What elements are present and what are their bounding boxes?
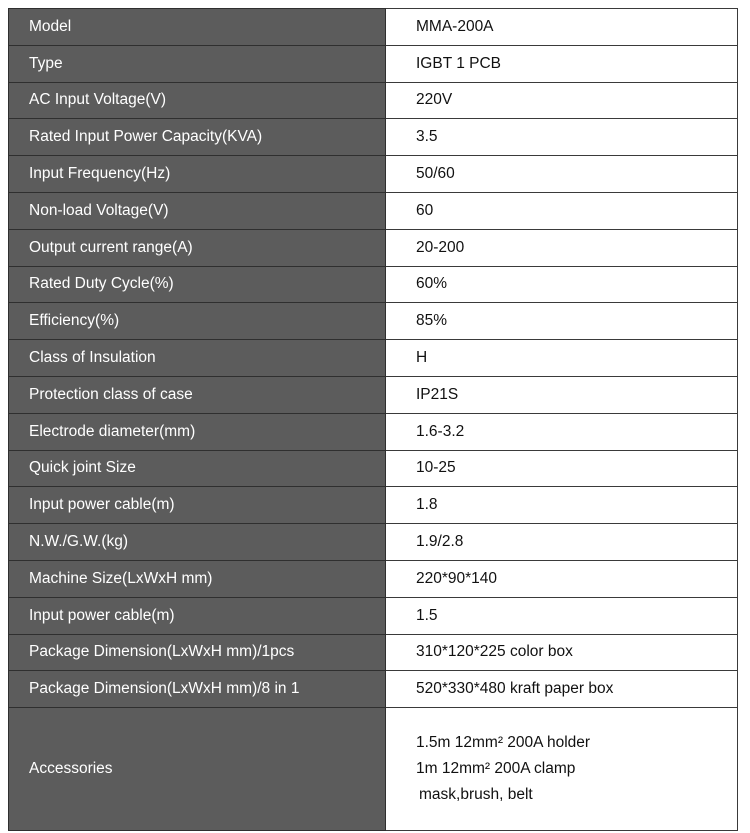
- spec-label: Quick joint Size: [9, 450, 386, 487]
- accessory-item: mask,brush, belt: [419, 786, 533, 804]
- spec-row: [9, 524, 738, 561]
- spec-value: MMA-200A: [386, 9, 738, 46]
- spec-row: [9, 597, 738, 634]
- spec-label: AC Input Voltage(V): [9, 82, 386, 119]
- spec-row: [9, 45, 738, 82]
- spec-table: [8, 8, 738, 831]
- spec-row: [9, 487, 738, 524]
- spec-label: N.W./G.W.(kg): [9, 524, 386, 561]
- spec-value: 60%: [386, 266, 738, 303]
- spec-label: Efficiency(%): [9, 303, 386, 340]
- accessories-value: [386, 708, 738, 831]
- spec-row: [9, 9, 738, 46]
- spec-label: Protection class of case: [9, 376, 386, 413]
- spec-value: 310*120*225 color box: [386, 634, 738, 671]
- spec-value: 520*330*480 kraft paper box: [386, 671, 738, 708]
- spec-value: 220V: [386, 82, 738, 119]
- spec-row: [9, 450, 738, 487]
- spec-table-body: [9, 9, 738, 831]
- spec-value: 1.9/2.8: [386, 524, 738, 561]
- spec-value: 3.5: [386, 119, 738, 156]
- spec-value: 1.5: [386, 597, 738, 634]
- spec-label: Non-load Voltage(V): [9, 192, 386, 229]
- spec-label: Electrode diameter(mm): [9, 413, 386, 450]
- spec-row: [9, 156, 738, 193]
- spec-row: [9, 192, 738, 229]
- spec-row: [9, 376, 738, 413]
- spec-value: IP21S: [386, 376, 738, 413]
- spec-row: [9, 266, 738, 303]
- spec-row: [9, 413, 738, 450]
- accessory-item: 1m 12mm² 200A clamp: [416, 760, 576, 778]
- accessories-label: Accessories: [9, 708, 386, 831]
- spec-value: H: [386, 340, 738, 377]
- spec-value: 1.8: [386, 487, 738, 524]
- spec-label: Rated Duty Cycle(%): [9, 266, 386, 303]
- spec-row: [9, 303, 738, 340]
- spec-row: [9, 229, 738, 266]
- spec-label: Model: [9, 9, 386, 46]
- spec-value: IGBT 1 PCB: [386, 45, 738, 82]
- spec-value: 60: [386, 192, 738, 229]
- spec-label: Package Dimension(LxWxH mm)/8 in 1: [9, 671, 386, 708]
- spec-row: [9, 340, 738, 377]
- spec-value: 50/60: [386, 156, 738, 193]
- spec-label: Input Frequency(Hz): [9, 156, 386, 193]
- spec-value: 20-200: [386, 229, 738, 266]
- spec-value: 220*90*140: [386, 560, 738, 597]
- spec-row: [9, 560, 738, 597]
- accessory-item: 1.5m 12mm² 200A holder: [416, 734, 591, 752]
- spec-value: 1.6-3.2: [386, 413, 738, 450]
- spec-row: [9, 82, 738, 119]
- spec-label: Output current range(A): [9, 229, 386, 266]
- spec-label: Package Dimension(LxWxH mm)/1pcs: [9, 634, 386, 671]
- spec-row: [9, 634, 738, 671]
- spec-label: Input power cable(m): [9, 597, 386, 634]
- spec-label: Input power cable(m): [9, 487, 386, 524]
- spec-label: Rated Input Power Capacity(KVA): [9, 119, 386, 156]
- spec-row: [9, 119, 738, 156]
- spec-label: Type: [9, 45, 386, 82]
- spec-label: Machine Size(LxWxH mm): [9, 560, 386, 597]
- accessories-row: [9, 708, 738, 831]
- spec-value: 10-25: [386, 450, 738, 487]
- spec-value: 85%: [386, 303, 738, 340]
- spec-row: [9, 671, 738, 708]
- spec-label: Class of Insulation: [9, 340, 386, 377]
